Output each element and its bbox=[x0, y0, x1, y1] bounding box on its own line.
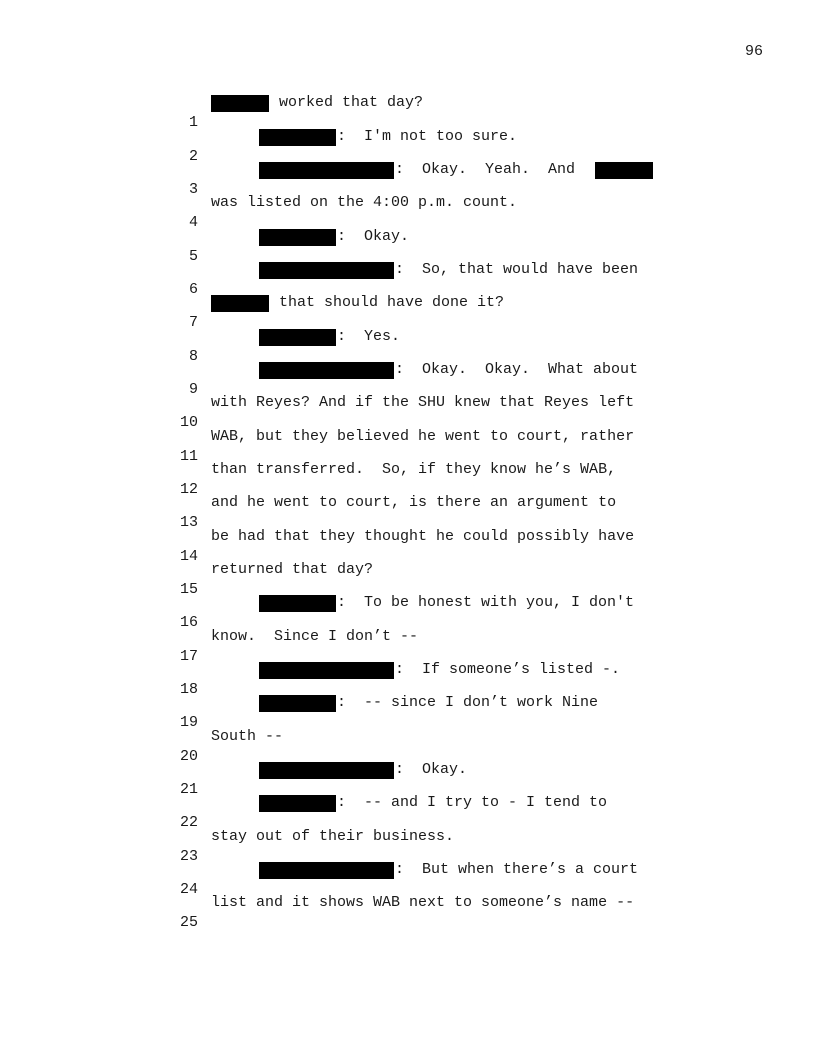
line-text: with Reyes? And if the SHU knew that Reyes left bbox=[211, 394, 635, 411]
transcript-line bbox=[0, 627, 419, 665]
line-text: than transferred. So, if they know he’s WAB, bbox=[211, 461, 617, 478]
line-number: 13 bbox=[180, 514, 199, 531]
transcript-line bbox=[0, 693, 599, 731]
page-number: 96 bbox=[745, 43, 764, 60]
line-text: : To be honest with you, I don't bbox=[337, 594, 635, 611]
transcript-line bbox=[0, 660, 621, 698]
redaction-bar bbox=[259, 595, 336, 612]
redaction-bar bbox=[259, 795, 336, 812]
line-number: 4 bbox=[188, 214, 198, 231]
line-number: 2 bbox=[188, 148, 198, 165]
transcript-line bbox=[0, 493, 617, 531]
line-text: that should have done it? bbox=[279, 294, 505, 311]
line-number: 17 bbox=[180, 648, 199, 665]
line-text: was listed on the 4:00 p.m. count. bbox=[211, 194, 518, 211]
line-number: 24 bbox=[180, 881, 199, 898]
line-text: list and it shows WAB next to someone’s name -- bbox=[211, 894, 635, 911]
redaction-bar bbox=[595, 162, 653, 179]
line-text: WAB, but they believed he went to court, rather bbox=[211, 428, 635, 445]
transcript-line bbox=[0, 893, 635, 931]
line-text: be had that they thought he could possibly have bbox=[211, 528, 635, 545]
line-number: 10 bbox=[180, 414, 199, 431]
redaction-bar bbox=[259, 362, 394, 379]
line-text: South -- bbox=[211, 728, 284, 745]
redaction-bar bbox=[259, 229, 336, 246]
line-text: : I'm not too sure. bbox=[337, 128, 518, 145]
line-number: 25 bbox=[180, 914, 199, 931]
line-number: 16 bbox=[180, 614, 199, 631]
line-text: worked that day? bbox=[279, 94, 424, 111]
redaction-bar bbox=[259, 862, 394, 879]
transcript-line bbox=[0, 727, 284, 765]
transcript-line bbox=[0, 327, 401, 365]
line-number: 18 bbox=[180, 681, 199, 698]
line-number: 20 bbox=[180, 748, 199, 765]
line-text: : Okay. Yeah. And bbox=[395, 161, 576, 178]
redaction-bar bbox=[259, 129, 336, 146]
line-number: 5 bbox=[188, 248, 198, 265]
line-text: : Yes. bbox=[337, 328, 401, 345]
transcript-line bbox=[0, 193, 518, 231]
line-number: 22 bbox=[180, 814, 199, 831]
line-number: 11 bbox=[180, 448, 199, 465]
line-text: : -- since I don’t work Nine bbox=[337, 694, 599, 711]
redaction-bar bbox=[211, 95, 269, 112]
transcript-line bbox=[0, 793, 608, 831]
transcript-line bbox=[0, 393, 635, 431]
line-text: : Okay. bbox=[337, 228, 410, 245]
redaction-bar bbox=[259, 162, 394, 179]
line-text: stay out of their business. bbox=[211, 828, 455, 845]
line-number: 9 bbox=[188, 381, 198, 398]
redaction-bar bbox=[259, 262, 394, 279]
line-number: 15 bbox=[180, 581, 199, 598]
transcript-line bbox=[0, 560, 374, 598]
line-text: returned that day? bbox=[211, 561, 374, 578]
line-number: 21 bbox=[180, 781, 199, 798]
transcript-line bbox=[0, 227, 410, 265]
transcript-line bbox=[0, 293, 505, 331]
redaction-bar bbox=[259, 695, 336, 712]
line-text: : -- and I try to - I tend to bbox=[337, 794, 608, 811]
transcript-line bbox=[0, 260, 639, 298]
line-text: : Okay. Okay. What about bbox=[395, 361, 639, 378]
transcript-line bbox=[0, 593, 635, 631]
line-text: : If someone’s listed -. bbox=[395, 661, 621, 678]
line-number: 3 bbox=[188, 181, 198, 198]
transcript-line bbox=[0, 527, 635, 565]
line-number: 6 bbox=[188, 281, 198, 298]
transcript-line bbox=[0, 860, 639, 898]
transcript-line bbox=[0, 827, 455, 865]
transcript-line bbox=[0, 360, 639, 398]
transcript-line bbox=[0, 760, 468, 798]
redaction-bar bbox=[259, 762, 394, 779]
transcript-line bbox=[0, 427, 635, 465]
line-number: 14 bbox=[180, 548, 199, 565]
line-number: 12 bbox=[180, 481, 199, 498]
transcript-line bbox=[0, 460, 617, 498]
redaction-bar bbox=[259, 662, 394, 679]
line-number: 8 bbox=[188, 348, 198, 365]
line-text: and he went to court, is there an argument to bbox=[211, 494, 617, 511]
transcript-line bbox=[0, 93, 424, 131]
redaction-bar bbox=[259, 329, 336, 346]
line-number: 1 bbox=[188, 114, 198, 131]
line-text: : Okay. bbox=[395, 761, 468, 778]
transcript-line bbox=[0, 160, 576, 198]
transcript-line bbox=[0, 127, 518, 165]
line-text: : But when there’s a court bbox=[395, 861, 639, 878]
line-text: know. Since I don’t -- bbox=[211, 628, 419, 645]
line-number: 19 bbox=[180, 714, 199, 731]
line-number: 23 bbox=[180, 848, 199, 865]
line-text: : So, that would have been bbox=[395, 261, 639, 278]
redaction-bar bbox=[211, 295, 269, 312]
line-number: 7 bbox=[188, 314, 198, 331]
